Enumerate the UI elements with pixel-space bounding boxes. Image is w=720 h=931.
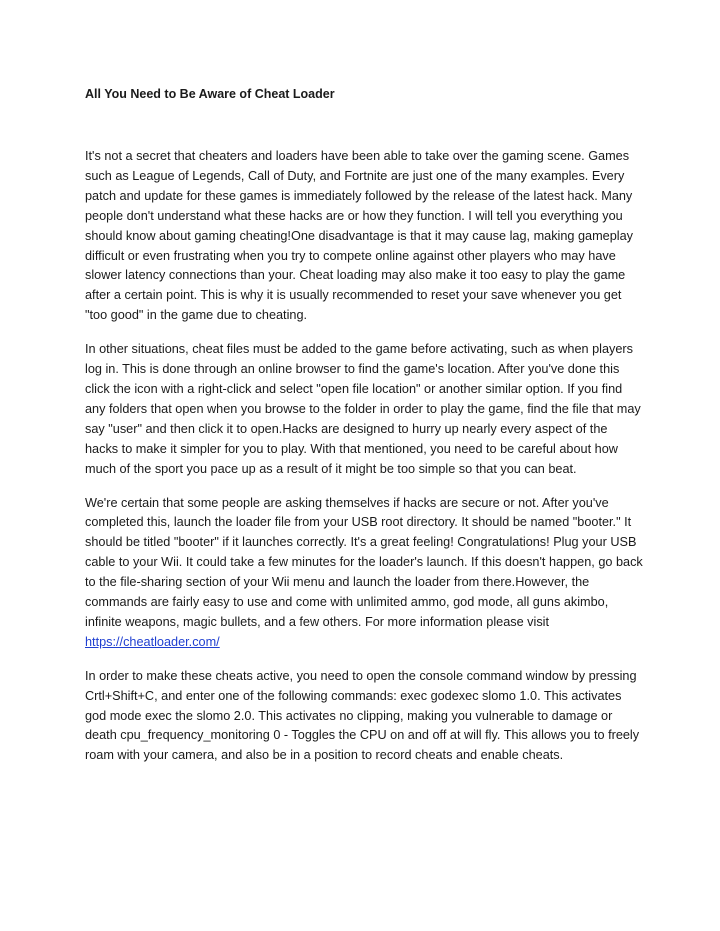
- paragraph-3: [85, 494, 643, 653]
- paragraph-4: In order to make these cheats active, you need to open the console command window by pressing Crtl+Shift+C, and enter one of the following commands: exec godexec slomo 1.0. This activates god mode exec the slomo 2.0. This activates no clipping, making you vulnerable to damage or death cpu_frequency_monitoring 0 - Toggles the CPU on and off at will fly. This allows you to freely roam with your camera, and also be in a position to record cheats and enable cheats.: [85, 668, 640, 763]
- cheatloader-link[interactable]: https://cheatloader.com/: [85, 634, 220, 649]
- document-title: All You Need to Be Aware of Cheat Loader: [85, 87, 335, 101]
- document-body: [85, 147, 643, 780]
- paragraph-2: In other situations, cheat files must be added to the game before activating, such as when players log in. This is done through an online browser to find the game's location. After you've done this click the icon with a right-click and select "open file location" or another similar option. If you find any folders that open when you browse to the folder in order to play the game, find the file that may say "user" and then click it to open.Hacks are designed to hurry up nearly every aspect of the hacks to make it simpler for you to play. With that mentioned, you need to be careful about how much of the sport you pace up as a result of it might be too simple so that you can beat.: [85, 342, 641, 476]
- paragraph-3-text: We're certain that some people are asking themselves if hacks are secure or not. After you've completed this, launch the loader file from your USB root directory. It should be named "booter." It should be titled "booter" if it launches correctly. It's a great feeling! Congratulations! Plug your USB cable to your Wii. It could take a few minutes for the loader's launch. If this doesn't happen, go back to the file-sharing section of your Wii menu and launch the loader from there.However, the commands are fairly easy to use and come with unlimited ammo, god mode, all guns akimbo, infinite weapons, magic bullets, and a few others. For more information please visit: [85, 495, 643, 629]
- paragraph-1: It's not a secret that cheaters and loaders have been able to take over the gaming scene. Games such as League of Legends, Call of Duty, and Fortnite are just one of the many examples. Every patch and update for these games is immediately followed by the release of the latest hack. Many people don't understand what these hacks are or how they function. I will tell you everything you should know about gaming cheating!One disadvantage is that it may cause lag, making gameplay difficult or even frustrating when you try to compete online against other players who may have slower latency connections than your. Cheat loading may also make it too easy to play the game after a certain point. This is why it is usually recommended to reset your save whenever you get "too good" in the game due to cheating.: [85, 149, 634, 323]
